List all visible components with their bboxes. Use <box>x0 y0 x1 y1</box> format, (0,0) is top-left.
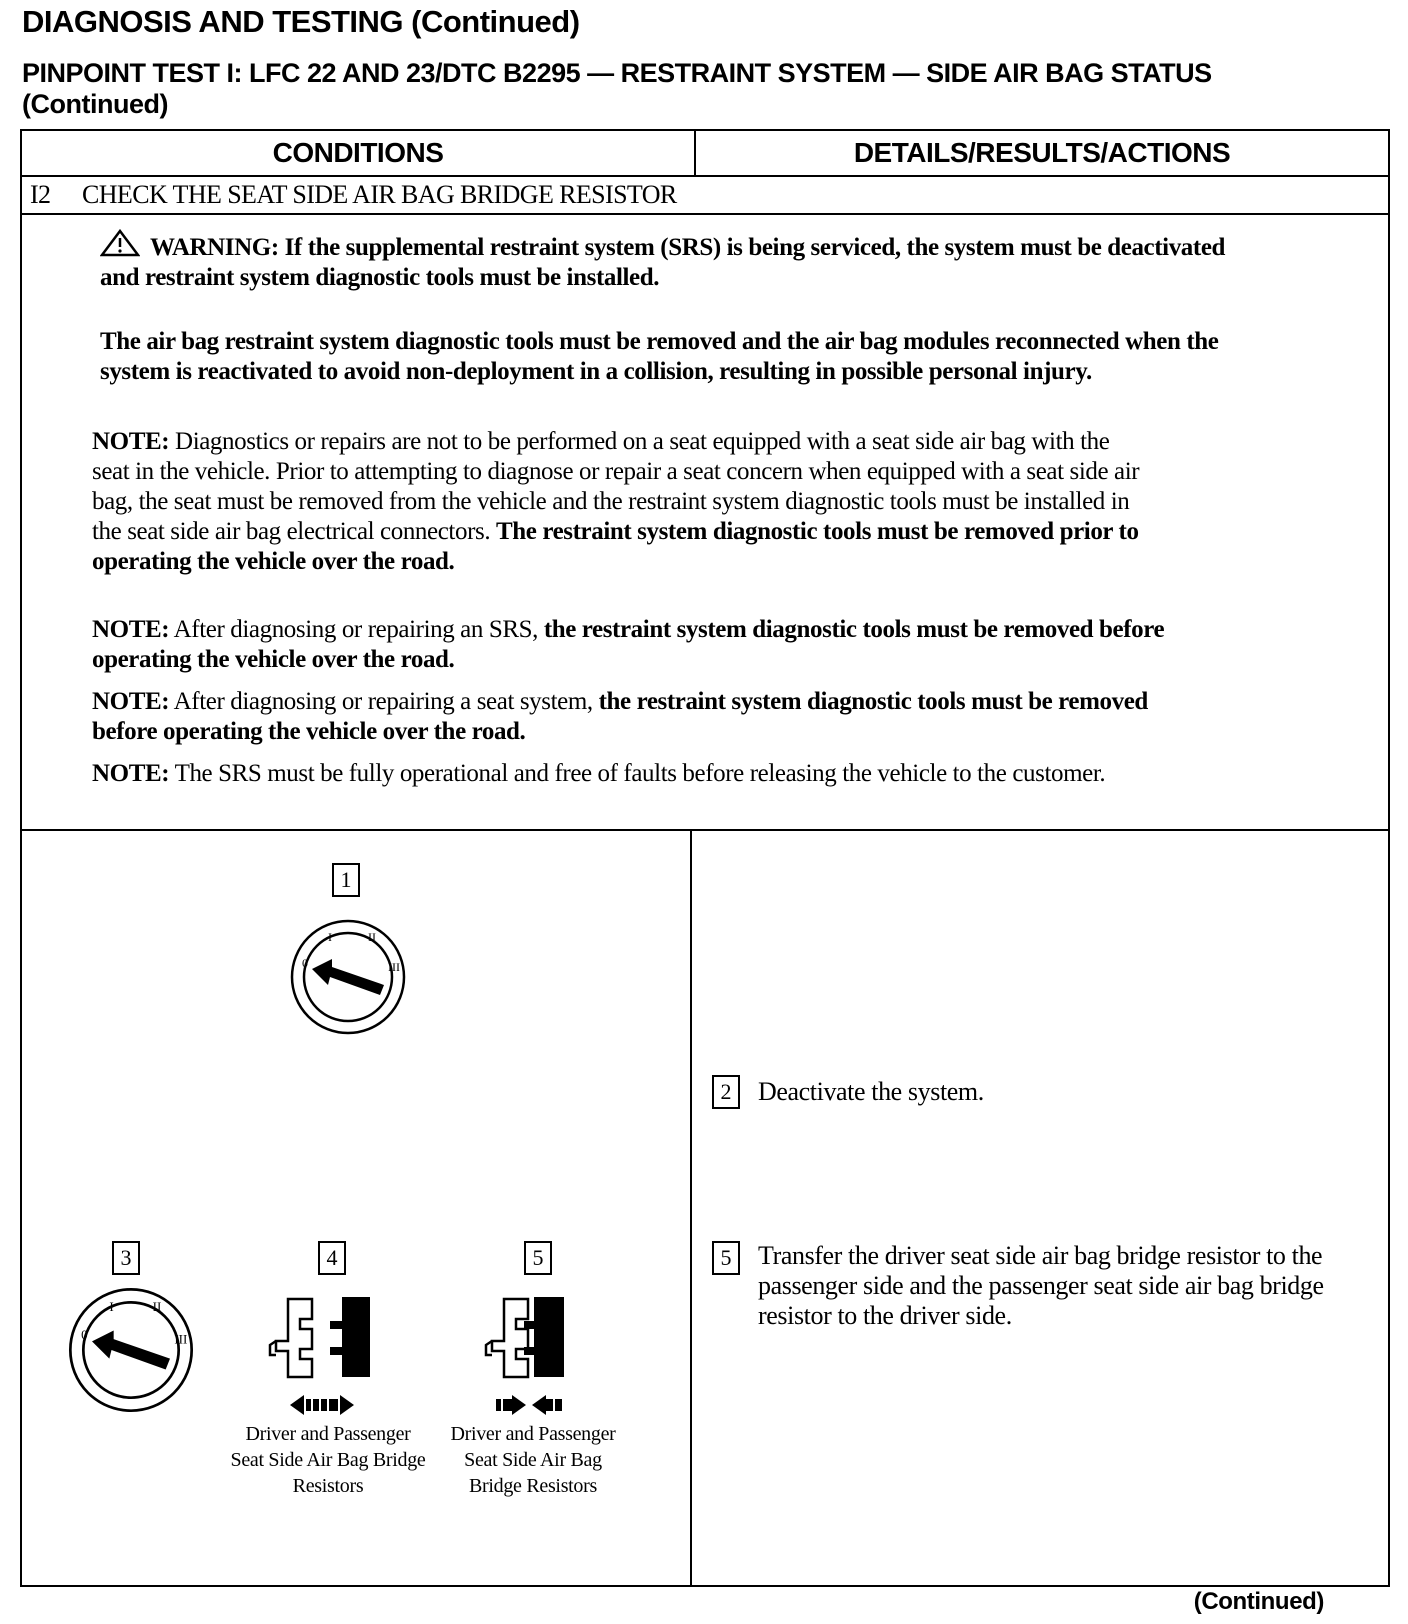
note-text: The SRS must be fully operational and free of faults before releasing the vehicle to the customer. <box>169 760 1106 787</box>
continued-footer: (Continued) <box>1193 1588 1324 1615</box>
step-title-row <box>30 177 677 213</box>
ignition-label: III <box>388 960 400 974</box>
note-3 <box>92 687 1172 747</box>
ignition-label: II <box>368 930 376 944</box>
ignition-switch-icon <box>288 917 408 1037</box>
note-text: Diagnostics or repairs are not to be performed on a seat equipped with a seat side air bag with the seat in the vehicle. Prior to attempting to diagnose or repair a seat concern when equipped with a seat side air bag, the seat must be removed from the vehicle and the restraint system diagnostic tools must be installed in the seat side air bag electrical connectors. <box>92 428 1140 545</box>
callout-5: 5 <box>524 1241 552 1275</box>
figure-4-caption: Driver and Passenger Seat Side Air Bag Bridge Resistors <box>230 1423 426 1497</box>
warning-continued: The air bag restraint system diagnostic tools must be removed and the air bag modules reconnected when the system is reactivated to avoid non-deployment in a collision, resulting in possible personal injury. <box>100 328 1219 385</box>
header-divider <box>694 131 696 175</box>
pinpoint-test-title: PINPOINT TEST I: LFC 22 AND 23/DTC B2295 — RESTRAINT SYSTEM — SIDE AIR BAG STATUS (Continued) <box>22 58 1212 119</box>
step-title-rule <box>22 213 1388 215</box>
ignition-label: II <box>152 1299 162 1314</box>
note-text: After diagnosing or repairing an SRS, <box>169 616 544 643</box>
figure-5-caption: Driver and Passenger Seat Side Air Bag Bridge Resistors <box>450 1423 616 1497</box>
ignition-label: I <box>109 1299 114 1314</box>
connector-disconnect-icon <box>266 1285 396 1425</box>
notes-rule <box>22 829 1388 831</box>
note-label: NOTE: <box>92 428 170 455</box>
ignition-label: 0 <box>302 956 308 970</box>
ignition-label: III <box>174 1331 188 1347</box>
details-header: DETAILS/RESULTS/ACTIONS <box>853 137 1231 168</box>
connector-swap-icon <box>482 1285 602 1425</box>
callout-1: 1 <box>332 863 360 897</box>
warning-text: WARNING: If the supplemental restraint system (SRS) is being serviced, the system must be deactivated and restraint system diagnostic tools must be installed. <box>100 234 1226 291</box>
note-label: NOTE: <box>92 688 170 715</box>
ignition-switch-icon <box>66 1285 196 1415</box>
note-text: After diagnosing or repairing a seat system, <box>169 688 599 715</box>
callout-4: 4 <box>318 1241 346 1275</box>
ignition-key-arrow-icon <box>92 1331 170 1370</box>
note-bold-text: The restraint system diagnostic tools must be removed prior to operating the vehicle over the road. <box>92 518 1139 575</box>
warning-triangle-icon <box>100 229 140 257</box>
page-title: DIAGNOSIS AND TESTING (Continued) <box>22 4 580 39</box>
column-divider <box>690 829 692 1585</box>
note-bold-text: the restraint system diagnostic tools must be removed before operating the vehicle over the road. <box>92 616 1165 673</box>
conditions-header: CONDITIONS <box>272 137 444 168</box>
step-title: CHECK THE SEAT SIDE AIR BAG BRIDGE RESISTOR <box>82 180 677 209</box>
warning-paragraph <box>100 229 1240 293</box>
note-bold-text: the restraint system diagnostic tools must be removed before operating the vehicle over the road. <box>92 688 1148 745</box>
action-transfer-resistors: Transfer the driver seat side air bag bridge resistor to the passenger side and the passenger seat side air bag bridge resistor to the driver side. <box>758 1241 1324 1330</box>
action-callout-5: 5 <box>712 1241 740 1275</box>
action-deactivate-system: Deactivate the system. <box>758 1077 984 1106</box>
ignition-label: I <box>328 930 332 944</box>
ignition-key-arrow-icon <box>312 959 384 995</box>
note-label: NOTE: <box>92 760 170 787</box>
note-label: NOTE: <box>92 616 170 643</box>
callout-3: 3 <box>112 1241 140 1275</box>
ignition-label: 0 <box>81 1327 88 1343</box>
step-number: I2 <box>30 180 51 209</box>
note-1 <box>92 427 1152 577</box>
pinpoint-test-table <box>20 129 1390 1587</box>
note-2 <box>92 615 1172 675</box>
action-callout-2: 2 <box>712 1075 740 1109</box>
note-4 <box>92 759 1172 789</box>
